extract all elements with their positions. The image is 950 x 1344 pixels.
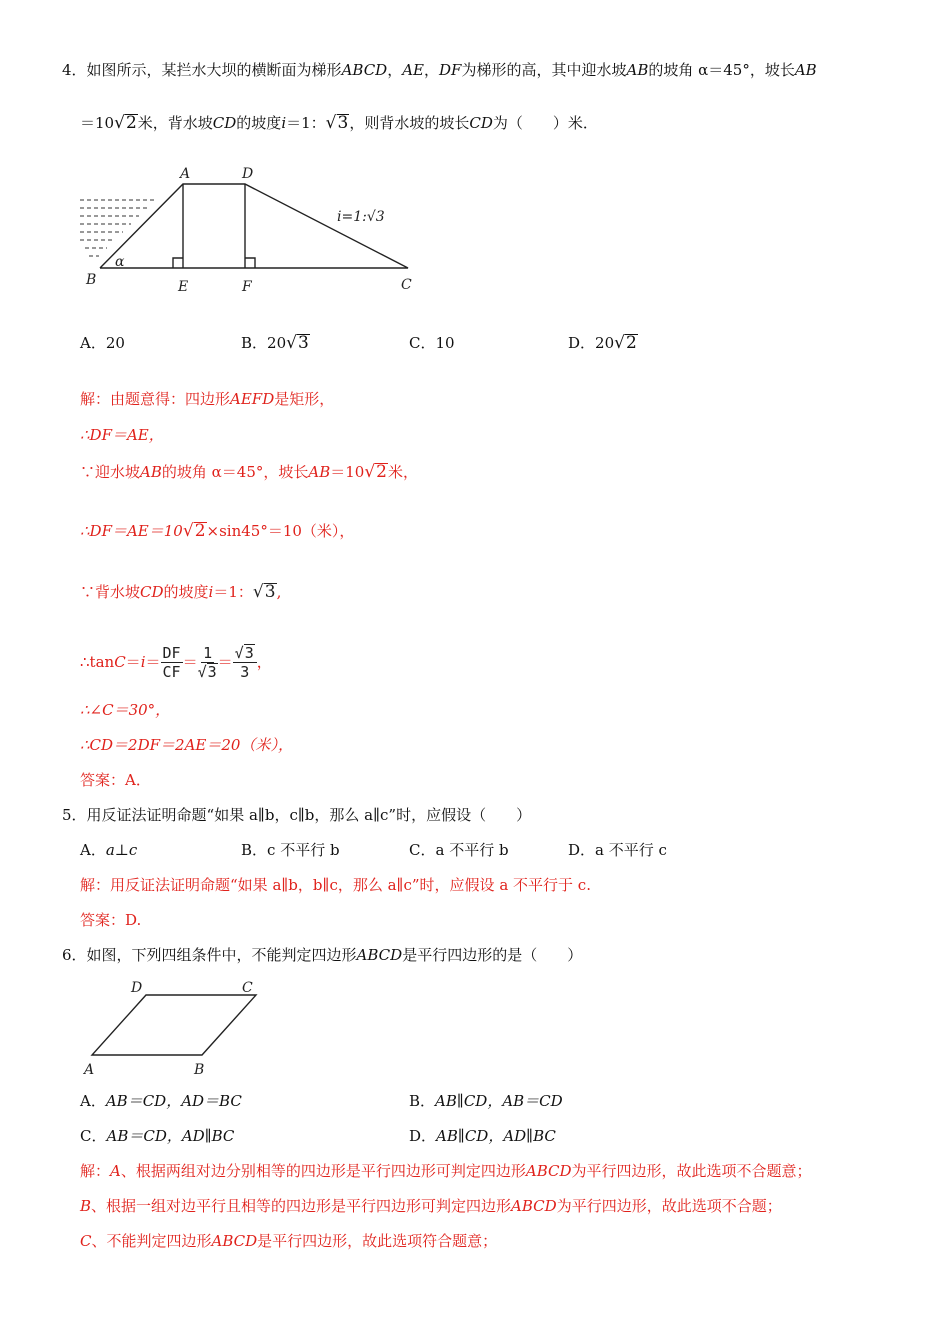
fraction-1-sqrt3: $\frac{1}{√3}$ [197,643,217,681]
sqrt-symbol: √3 [252,582,276,602]
q4-option-c[interactable]: C．10 [409,334,455,352]
q4-option-a[interactable]: A．20 [80,334,125,352]
sqrt-symbol: √2 [614,333,637,353]
label-c: C [401,277,412,293]
q6-solution-c: C、不能判定四边形ABCD是平行四边形，故此选项符合题意； [80,1232,498,1250]
label-alpha: α [115,254,125,270]
label-b: B [86,272,97,288]
q4-option-b[interactable]: B．20√3 [241,333,309,353]
dam-trapezoid [100,184,408,268]
q5-option-c[interactable]: C．a 不平行 b [409,841,509,859]
q6-solution-b: B、根据一组对边平行且相等的四边形是平行四边形可判定四边形ABCD为平行四边形，故此选项不合题； [80,1197,782,1215]
q5-stem: 5．用反证法证明命题“如果 a∥b，c∥b，那么 a∥c”时，应假设（ ） [62,806,532,824]
q4-solution-3: ∵迎水坡AB的坡角 α＝45°，坡长AB＝10√2米， [80,462,419,482]
q4-answer: 答案：A． [80,771,151,789]
label-slope: i=1:√3 [337,209,385,225]
q4-solution-6: ∴tan C ＝ i ＝ $\frac{DF}{CF}$ ＝ $\frac{1}{√3}$ ＝ $\frac{√3}{3}$ ， [80,643,272,681]
q4-solution-8: ∴CD＝2DF＝2AE＝20（米）， [80,736,293,754]
sqrt-symbol: √ [234,643,244,662]
q5-solution: 解：用反证法证明命题“如果 a∥b，b∥c，那么 a∥c”时，应假设 a 不平行于 c. [80,876,591,894]
q5-option-a[interactable]: A．a⊥c [80,841,138,859]
sqrt-symbol: √3 [286,333,309,353]
parallelogram-abcd [92,995,256,1055]
q6-stem: 6．如图，下列四组条件中，不能判定四边形ABCD是平行四边形的是（ ） [62,946,583,964]
q4-solution-2: ∴DF＝AE， [80,426,164,444]
q4-line2: ＝10√2米，背水坡CD的坡度i＝1：√3，则背水坡的坡长CD为（ ）米． [80,113,598,133]
q6-solution-a: 解：A、根据两组对边分别相等的四边形是平行四边形可判定四边形ABCD为平行四边形，故此选项不合题意； [80,1162,812,1180]
right-angle-f [245,258,255,268]
label-f: F [242,279,252,295]
label-a: A [84,1062,95,1078]
label-a: A [180,166,191,182]
label-d: D [131,980,143,996]
q4-line1: 4．如图所示，某拦水大坝的横断面为梯形ABCD，AE，DF为梯形的高，其中迎水坡AB的坡角 α＝45°，坡长AB [62,61,817,79]
sqrt-symbol: √2 [364,462,387,482]
water-hatching [80,200,157,256]
q6-parallelogram-figure [80,978,280,1078]
q5-option-d[interactable]: D．a 不平行 c [568,841,667,859]
q6-option-a[interactable]: A．AB＝CD，AD＝BC [80,1092,242,1110]
sqrt-symbol: √2 [182,521,206,541]
q6-option-d[interactable]: D．AB∥CD，AD∥BC [409,1127,556,1145]
q5-answer: 答案：D. [80,911,142,929]
q4-solution-1: 解：由题意得：四边形AEFD是矩形， [80,390,335,408]
fraction-df-cf: $\frac{DF}{CF}$ [162,643,181,681]
label-d: D [242,166,254,182]
fraction-sqrt3-3: $\frac{√3}{3}$ [233,644,257,681]
q4-solution-5: ∵背水坡CD的坡度i＝1：√3, [80,582,282,602]
q4-solution-7: ∴∠C＝30°， [80,701,171,719]
q4-trapezoid-figure [75,160,425,300]
q6-option-c[interactable]: C．AB＝CD，AD∥BC [80,1127,235,1145]
sqrt-symbol: √2 [114,113,137,133]
q4-number: 4． [62,61,87,79]
sqrt-symbol: √ [197,662,207,681]
sqrt-symbol: √3 [325,113,349,133]
q4-option-d[interactable]: D．20√2 [568,333,637,353]
q6-option-b[interactable]: B．AB∥CD，AB＝CD [409,1092,563,1110]
right-angle-e [173,258,183,268]
q5-option-b[interactable]: B．c 不平行 b [241,841,340,859]
label-b: B [194,1062,205,1078]
label-c: C [242,980,253,996]
q4-solution-4: ∴DF＝AE＝10√2×sin45°＝10（米）， [80,521,355,541]
label-e: E [178,279,189,295]
